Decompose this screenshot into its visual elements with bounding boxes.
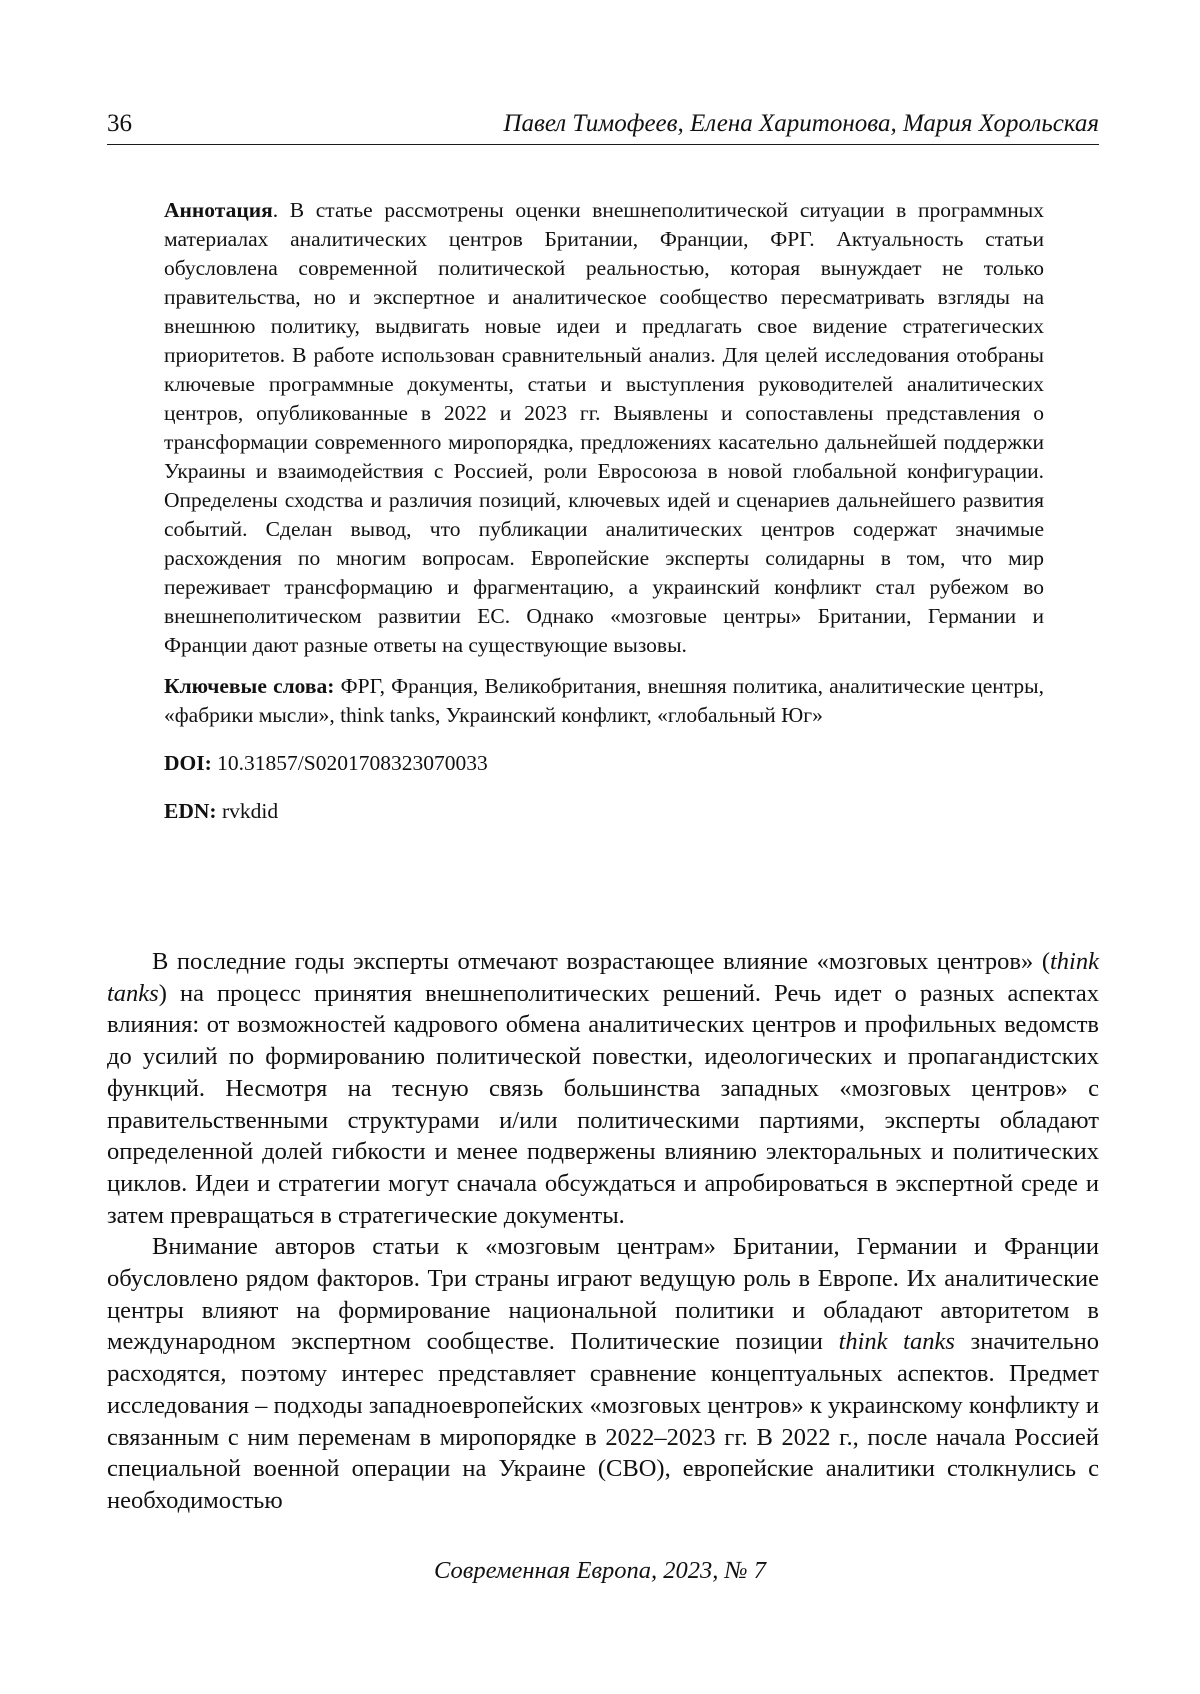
abstract-paragraph — [164, 196, 1044, 660]
edn-line — [164, 797, 1044, 826]
keywords-paragraph — [164, 672, 1044, 730]
abstract-block — [164, 196, 1044, 845]
page-number: 36 — [107, 110, 132, 137]
body-p1-text-a: В последние годы эксперты отмечают возрастающее влияние «мозговых центров» ( — [152, 948, 1050, 975]
article-body — [107, 946, 1099, 1517]
body-p2-text-a: Внимание авторов статьи к «мозговым центрам» Британии, Германии и Франции обусловлено рядом факторов. Три страны играют ведущую роль в Европе. Их аналитические центры влияют на формирование национальной политики и обладают авторитетом в международном экспертном сообществе. Политические позиции — [107, 1233, 1099, 1356]
doi-value: 10.31857/S0201708323070033 — [211, 751, 488, 775]
page-header — [107, 104, 1099, 145]
abstract-label: Аннотация — [164, 198, 273, 222]
edn-value: rvkdid — [216, 799, 279, 823]
doi-line — [164, 749, 1044, 778]
page-footer-journal: Современная Европа, 2023, № 7 — [433, 1557, 767, 1584]
body-p2-text-b: значительно расходятся, поэтому интерес представляет сравнение концептуальных аспектов. Предмет исследования – подходы западноевропейских «мозговых центров» к украинскому конфликту и связанным с ним переменам в миропорядке в 2022–2023 гг. В 2022 г., после начала Россией специальной военной операции на Украине (СВО), европейские аналитики столкнулись с необходимостью — [107, 1328, 1099, 1514]
body-p1-italic-term: think tanks — [107, 948, 1099, 1007]
keywords-label: Ключевые слова: — [164, 674, 335, 698]
abstract-text: . В статье рассмотрены оценки внешнеполитической ситуации в программных материалах аналитических центров Британии, Франции, ФРГ. Актуальность статьи обусловлена современной политической реальностью, которая вынуждает не только правительства, но и экспертное и аналитическое сообщество пересматривать взгляды на внешнюю политику, выдвигать новые идеи и предлагать свое видение стратегических приоритетов. В работе использован сравнительный анализ. Для целей исследования отобраны ключевые программные документы, статьи и выступления руководителей аналитических центров, опубликованные в 2022 и 2023 гг. Выявлены и сопоставлены представления о трансформации современного миропорядка, предложениях касательно дальнейшей поддержки Украины и взаимодействия с Россией, роли Евросоюза в новой глобальной конфигурации. Определены сходства и различия позиций, ключевых идей и сценариев дальнейшего развития событий. Сделан вывод, что публикации аналитических центров содержат значимые расхождения по многим вопросам. Европейские эксперты солидарны в том, что мир переживает трансформацию и фрагментацию, а украинский конфликт стал рубежом во внешнеполитическом развитии ЕС. Однако «мозговые центры» Британии, Германии и Франции дают разные ответы на существующие вызовы. — [164, 198, 1044, 657]
body-p1-text-b: ) на процесс принятия внешнеполитических решений. Речь идет о разных аспектах влияния: от возможностей кадрового обмена аналитических центров и профильных ведомств до усилий по формированию политической повестки, идеологических и пропагандистских функций. Несмотря на тесную связь большинства западных «мозговых центров» с правительственными структурами и/или политическими партиями, эксперты обладают определенной долей гибкости и менее подвержены влиянию электоральных и политических циклов. Идеи и стратегии могут сначала обсуждаться и апробироваться в экспертной среде и затем превращаться в стратегические документы. — [107, 979, 1099, 1229]
doi-label: DOI: — [164, 751, 212, 775]
body-paragraph-2 — [107, 1231, 1099, 1516]
keywords-text: ФРГ, Франция, Великобритания, внешняя политика, аналитические центры, «фабрики мысли», think tanks, Украинский конфликт, «глобальный Юг» — [164, 674, 1044, 727]
body-p2-italic-term: think tanks — [838, 1328, 955, 1356]
edn-label: EDN: — [164, 799, 217, 823]
running-header-authors: Павел Тимофеев, Елена Харитонова, Мария Хорольская — [503, 110, 1099, 137]
body-paragraph-1 — [107, 946, 1099, 1231]
